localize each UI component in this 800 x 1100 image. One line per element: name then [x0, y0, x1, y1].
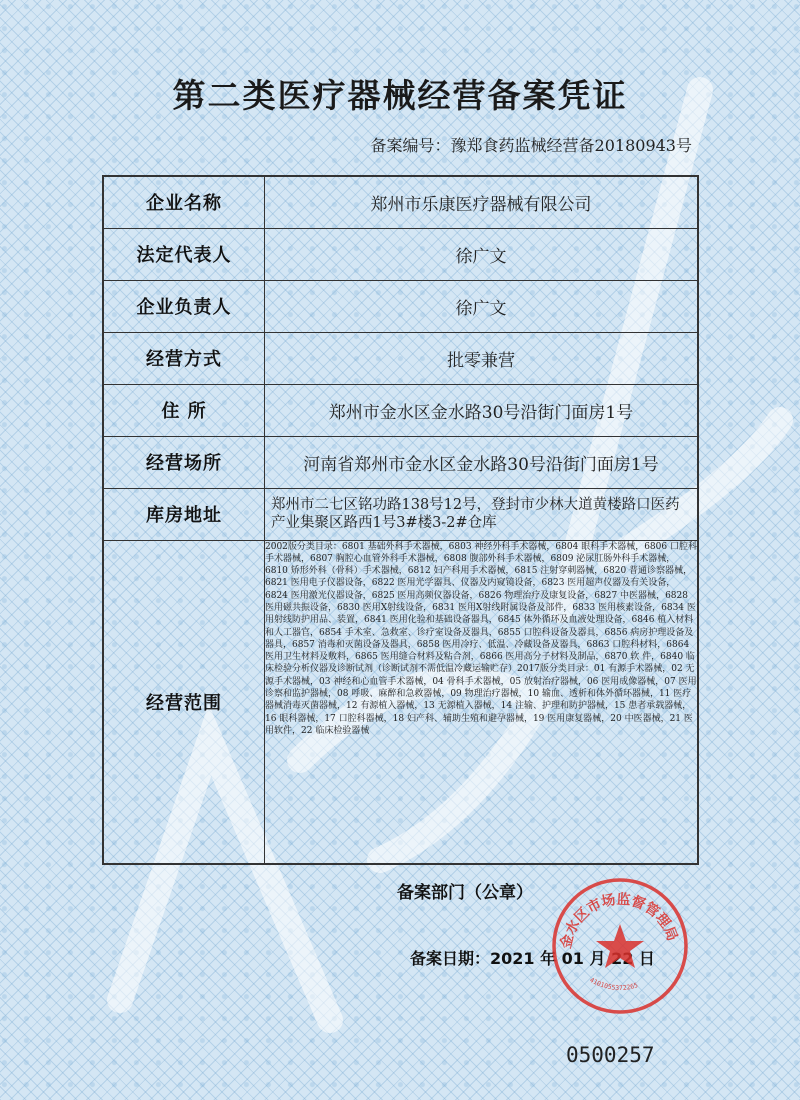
certificate-serial-number: 0500257: [566, 1043, 655, 1067]
warehouse-address-value: 郑州市二七区铭功路138号12号，登封市少林大道黄楼路口医药产业集聚区路西1号3#楼3-2#仓库: [265, 488, 699, 540]
table-row: [103, 540, 698, 864]
table-row: [103, 280, 698, 332]
official-seal-stamp: [548, 874, 692, 1018]
svg-text:金水区市场监督管理局: 金水区市场监督管理局: [558, 891, 681, 951]
table-row: [103, 332, 698, 384]
svg-text:4101055372265: 4101055372265: [588, 976, 639, 993]
row-label: 企业负责人: [103, 280, 265, 332]
table-row: [103, 436, 698, 488]
table-row: [103, 384, 698, 436]
certificate-info-table: [102, 175, 699, 865]
row-label: 企业名称: [103, 176, 265, 228]
business-scope-value: 2002版分类目录：6801 基础外科手术器械，6803 神经外科手术器械，6804 眼科手术器械，6806 口腔科手术器械，6807 胸腔心血管外科手术器械，6808 腹部外科手术器械，6809 泌尿肛肠外科手术器械，6810 矫形外科（骨科）手术器械，6812 妇产科用手术器械，6815 注射穿刺器械，6820 普通诊察器械，6821 医用电子仪器设备，6822 医用光学器具、仪器及内窥镜设备，6823 医用超声仪器及有关设备，6824 医用激光仪器设备，6825 医用高频仪器设备，6826 物理治疗及康复设备，6827 中医器械，6828 医用磁共振设备，6830 医用X射线设备，6831 医用X射线附属设备及部件，6833 医用核素设备，6834 医用射线防护用品、装置，6841 医用化验和基础设备器具，6845 体外循环及血液处理设备，6846 植入材料和人工器官，6854 手术室、急救室、诊疗室设备及器具，6855 口腔科设备及器具，6856 病房护理设备及器具，6857 消毒和灭菌设备及器具，6858 医用冷疗、低温、冷藏设备及器具，6863 口腔科材料，6864 医用卫生材料及敷料，6865 医用缝合材料及粘合剂，6866 医用高分子材料及制品，6870 软 件，6840 临床检验分析仪器及诊断试剂（诊断试剂不需低温冷藏运输贮存）2017版分类目录：01 有源手术器械，02 无源手术器械，03 神经和心血管手术器械，04 骨科手术器械，05 放射治疗器械，06 医用成像器械，07 医用诊察和监护器械，08 呼吸、麻醉和急救器械，09 物理治疗器械，10 输血、透析和体外循环器械，11 医疗器械消毒灭菌器械，12 有源植入器械，13 无源植入器械，14 注输、护理和防护器械，15 患者承载器械，16 眼科器械，17 口腔科器械，18 妇产科、辅助生殖和避孕器械，19 医用康复器械，20 中医器械，21 医用软件，22 临床检验器械: [265, 540, 699, 864]
legal-rep-value: 徐广文: [265, 228, 699, 280]
filing-date: 备案日期：2021 年 01 月 22 日: [410, 949, 655, 968]
company-name-value: 郑州市乐康医疗器械有限公司: [265, 176, 699, 228]
row-label: 经营方式: [103, 332, 265, 384]
domicile-value: 郑州市金水区金水路30号沿街门面房1号: [265, 384, 699, 436]
row-label: 库房地址: [103, 488, 265, 540]
row-label: 法定代表人: [103, 228, 265, 280]
row-label: 经营范围: [103, 540, 265, 864]
business-mode-value: 批零兼营: [265, 332, 699, 384]
registration-number: 备案编号：豫郑食药监械经营备20180943号: [370, 136, 692, 155]
row-label: 经营场所: [103, 436, 265, 488]
table-row: [103, 228, 698, 280]
business-premises-value: 河南省郑州市金水区金水路30号沿街门面房1号: [265, 436, 699, 488]
filing-department: 备案部门（公章）: [397, 883, 533, 903]
table-row: [103, 488, 698, 540]
row-label: 住 所: [103, 384, 265, 436]
manager-value: 徐广文: [265, 280, 699, 332]
table-row: [103, 176, 698, 228]
certificate-title: 第二类医疗器械经营备案凭证: [172, 76, 628, 115]
